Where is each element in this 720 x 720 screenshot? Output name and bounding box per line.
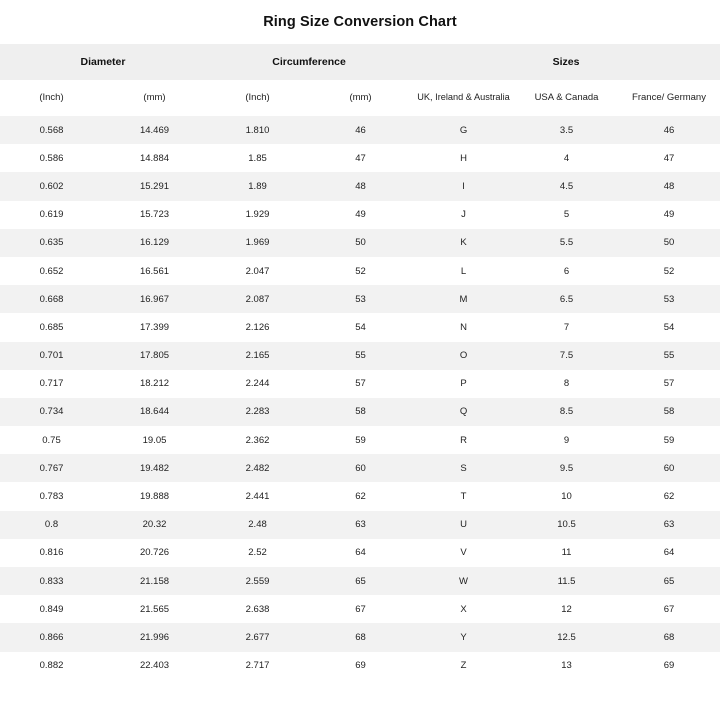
cell-size-uk: G [412,116,515,144]
cell-diameter-inch: 0.685 [0,313,103,341]
table-row [0,454,720,482]
cell-circumference-inch: 2.717 [206,652,309,680]
cell-diameter-inch: 0.635 [0,229,103,257]
cell-circumference-mm: 67 [309,595,412,623]
cell-size-usa: 9 [515,426,618,454]
cell-circumference-inch: 2.638 [206,595,309,623]
cell-diameter-mm: 20.726 [103,539,206,567]
table-row [0,595,720,623]
cell-diameter-inch: 0.717 [0,370,103,398]
cell-size-france: 53 [618,285,720,313]
table-row [0,116,720,144]
table-row [0,511,720,539]
cell-circumference-mm: 47 [309,144,412,172]
cell-size-france: 49 [618,201,720,229]
cell-circumference-inch: 2.362 [206,426,309,454]
cell-circumference-inch: 2.52 [206,539,309,567]
cell-size-france: 54 [618,313,720,341]
cell-diameter-mm: 14.469 [103,116,206,144]
cell-diameter-inch: 0.668 [0,285,103,313]
cell-size-uk: Z [412,652,515,680]
cell-diameter-inch: 0.767 [0,454,103,482]
table-row [0,144,720,172]
cell-diameter-mm: 21.565 [103,595,206,623]
cell-size-france: 65 [618,567,720,595]
cell-size-usa: 12 [515,595,618,623]
cell-diameter-mm: 18.644 [103,398,206,426]
cell-size-uk: X [412,595,515,623]
table-row [0,567,720,595]
cell-size-usa: 5.5 [515,229,618,257]
table-row [0,257,720,285]
column-header-circumference-inch: (Inch) [206,80,309,116]
cell-circumference-mm: 52 [309,257,412,285]
table-group-header-row [0,44,720,80]
cell-size-usa: 8.5 [515,398,618,426]
cell-size-usa: 8 [515,370,618,398]
cell-circumference-inch: 1.929 [206,201,309,229]
cell-diameter-mm: 19.888 [103,482,206,510]
cell-diameter-mm: 21.158 [103,567,206,595]
table-row [0,229,720,257]
cell-size-france: 62 [618,482,720,510]
cell-size-usa: 4 [515,144,618,172]
cell-circumference-mm: 62 [309,482,412,510]
cell-size-uk: V [412,539,515,567]
cell-diameter-mm: 19.05 [103,426,206,454]
table-row [0,652,720,680]
column-header-circumference-mm: (mm) [309,80,412,116]
cell-diameter-inch: 0.701 [0,342,103,370]
cell-size-france: 59 [618,426,720,454]
cell-size-usa: 7.5 [515,342,618,370]
column-header-usa-canada: USA & Canada [515,80,618,116]
cell-circumference-inch: 1.89 [206,172,309,200]
cell-size-france: 67 [618,595,720,623]
cell-size-france: 47 [618,144,720,172]
cell-diameter-mm: 16.967 [103,285,206,313]
table-row [0,313,720,341]
cell-circumference-inch: 1.969 [206,229,309,257]
table-row [0,539,720,567]
cell-circumference-inch: 2.48 [206,511,309,539]
cell-size-usa: 11.5 [515,567,618,595]
cell-circumference-inch: 2.165 [206,342,309,370]
cell-circumference-inch: 2.283 [206,398,309,426]
cell-size-uk: W [412,567,515,595]
cell-size-usa: 13 [515,652,618,680]
table-row [0,426,720,454]
cell-diameter-mm: 15.291 [103,172,206,200]
cell-diameter-inch: 0.619 [0,201,103,229]
cell-circumference-mm: 63 [309,511,412,539]
cell-size-uk: O [412,342,515,370]
cell-circumference-inch: 2.087 [206,285,309,313]
cell-circumference-mm: 46 [309,116,412,144]
cell-diameter-mm: 18.212 [103,370,206,398]
cell-diameter-mm: 19.482 [103,454,206,482]
cell-size-usa: 6 [515,257,618,285]
cell-diameter-inch: 0.849 [0,595,103,623]
cell-size-uk: Y [412,623,515,651]
cell-size-france: 58 [618,398,720,426]
cell-circumference-inch: 2.441 [206,482,309,510]
cell-size-france: 48 [618,172,720,200]
cell-size-usa: 12.5 [515,623,618,651]
cell-size-france: 69 [618,652,720,680]
column-header-france-germany: France/ Germany [618,80,720,116]
column-header-diameter-inch: (Inch) [0,80,103,116]
cell-circumference-mm: 57 [309,370,412,398]
cell-diameter-inch: 0.586 [0,144,103,172]
column-header-diameter-mm: (mm) [103,80,206,116]
cell-diameter-mm: 14.884 [103,144,206,172]
cell-diameter-mm: 17.805 [103,342,206,370]
cell-diameter-inch: 0.652 [0,257,103,285]
cell-diameter-inch: 0.783 [0,482,103,510]
cell-size-uk: T [412,482,515,510]
table-row [0,370,720,398]
cell-size-uk: N [412,313,515,341]
cell-diameter-mm: 20.32 [103,511,206,539]
table-row [0,398,720,426]
cell-size-france: 50 [618,229,720,257]
group-header-diameter: Diameter [0,44,206,80]
group-header-sizes: Sizes [412,44,720,80]
table-row [0,201,720,229]
cell-diameter-inch: 0.8 [0,511,103,539]
cell-size-usa: 6.5 [515,285,618,313]
cell-circumference-mm: 58 [309,398,412,426]
cell-size-uk: U [412,511,515,539]
cell-size-uk: R [412,426,515,454]
ring-size-table [0,44,720,680]
cell-circumference-mm: 55 [309,342,412,370]
cell-diameter-inch: 0.866 [0,623,103,651]
cell-size-france: 55 [618,342,720,370]
cell-diameter-inch: 0.568 [0,116,103,144]
cell-size-france: 60 [618,454,720,482]
cell-size-uk: J [412,201,515,229]
column-header-uk-ireland-australia: UK, Ireland & Australia [412,80,515,116]
cell-circumference-mm: 49 [309,201,412,229]
cell-size-usa: 11 [515,539,618,567]
cell-size-uk: Q [412,398,515,426]
cell-diameter-mm: 21.996 [103,623,206,651]
cell-diameter-mm: 16.129 [103,229,206,257]
cell-size-usa: 10.5 [515,511,618,539]
cell-size-usa: 3.5 [515,116,618,144]
cell-size-usa: 7 [515,313,618,341]
cell-size-uk: P [412,370,515,398]
cell-circumference-mm: 60 [309,454,412,482]
cell-size-usa: 5 [515,201,618,229]
cell-diameter-inch: 0.833 [0,567,103,595]
cell-size-uk: S [412,454,515,482]
cell-size-france: 64 [618,539,720,567]
cell-diameter-mm: 16.561 [103,257,206,285]
cell-diameter-inch: 0.882 [0,652,103,680]
cell-circumference-inch: 2.126 [206,313,309,341]
cell-circumference-inch: 2.047 [206,257,309,285]
cell-size-france: 46 [618,116,720,144]
cell-circumference-inch: 2.677 [206,623,309,651]
table-row [0,172,720,200]
cell-size-france: 68 [618,623,720,651]
cell-size-uk: H [412,144,515,172]
cell-circumference-mm: 48 [309,172,412,200]
cell-size-uk: L [412,257,515,285]
cell-circumference-mm: 68 [309,623,412,651]
table-row [0,342,720,370]
page-title: Ring Size Conversion Chart [263,14,457,30]
cell-circumference-mm: 59 [309,426,412,454]
cell-diameter-mm: 15.723 [103,201,206,229]
cell-size-usa: 9.5 [515,454,618,482]
cell-circumference-inch: 2.244 [206,370,309,398]
cell-diameter-mm: 22.403 [103,652,206,680]
cell-circumference-mm: 54 [309,313,412,341]
cell-circumference-mm: 64 [309,539,412,567]
cell-diameter-inch: 0.602 [0,172,103,200]
cell-diameter-inch: 0.75 [0,426,103,454]
cell-circumference-mm: 50 [309,229,412,257]
cell-diameter-mm: 17.399 [103,313,206,341]
cell-size-usa: 4.5 [515,172,618,200]
cell-circumference-mm: 65 [309,567,412,595]
cell-circumference-inch: 2.482 [206,454,309,482]
cell-size-uk: I [412,172,515,200]
cell-size-uk: K [412,229,515,257]
cell-circumference-mm: 53 [309,285,412,313]
table-row [0,623,720,651]
cell-size-france: 63 [618,511,720,539]
table-row [0,482,720,510]
cell-circumference-mm: 69 [309,652,412,680]
table-body [0,44,720,680]
cell-circumference-inch: 2.559 [206,567,309,595]
cell-circumference-inch: 1.810 [206,116,309,144]
cell-diameter-inch: 0.734 [0,398,103,426]
cell-size-france: 52 [618,257,720,285]
group-header-circumference: Circumference [206,44,412,80]
cell-size-usa: 10 [515,482,618,510]
cell-size-uk: M [412,285,515,313]
table-row [0,285,720,313]
table-sub-header-row [0,80,720,116]
cell-circumference-inch: 1.85 [206,144,309,172]
cell-size-france: 57 [618,370,720,398]
cell-diameter-inch: 0.816 [0,539,103,567]
